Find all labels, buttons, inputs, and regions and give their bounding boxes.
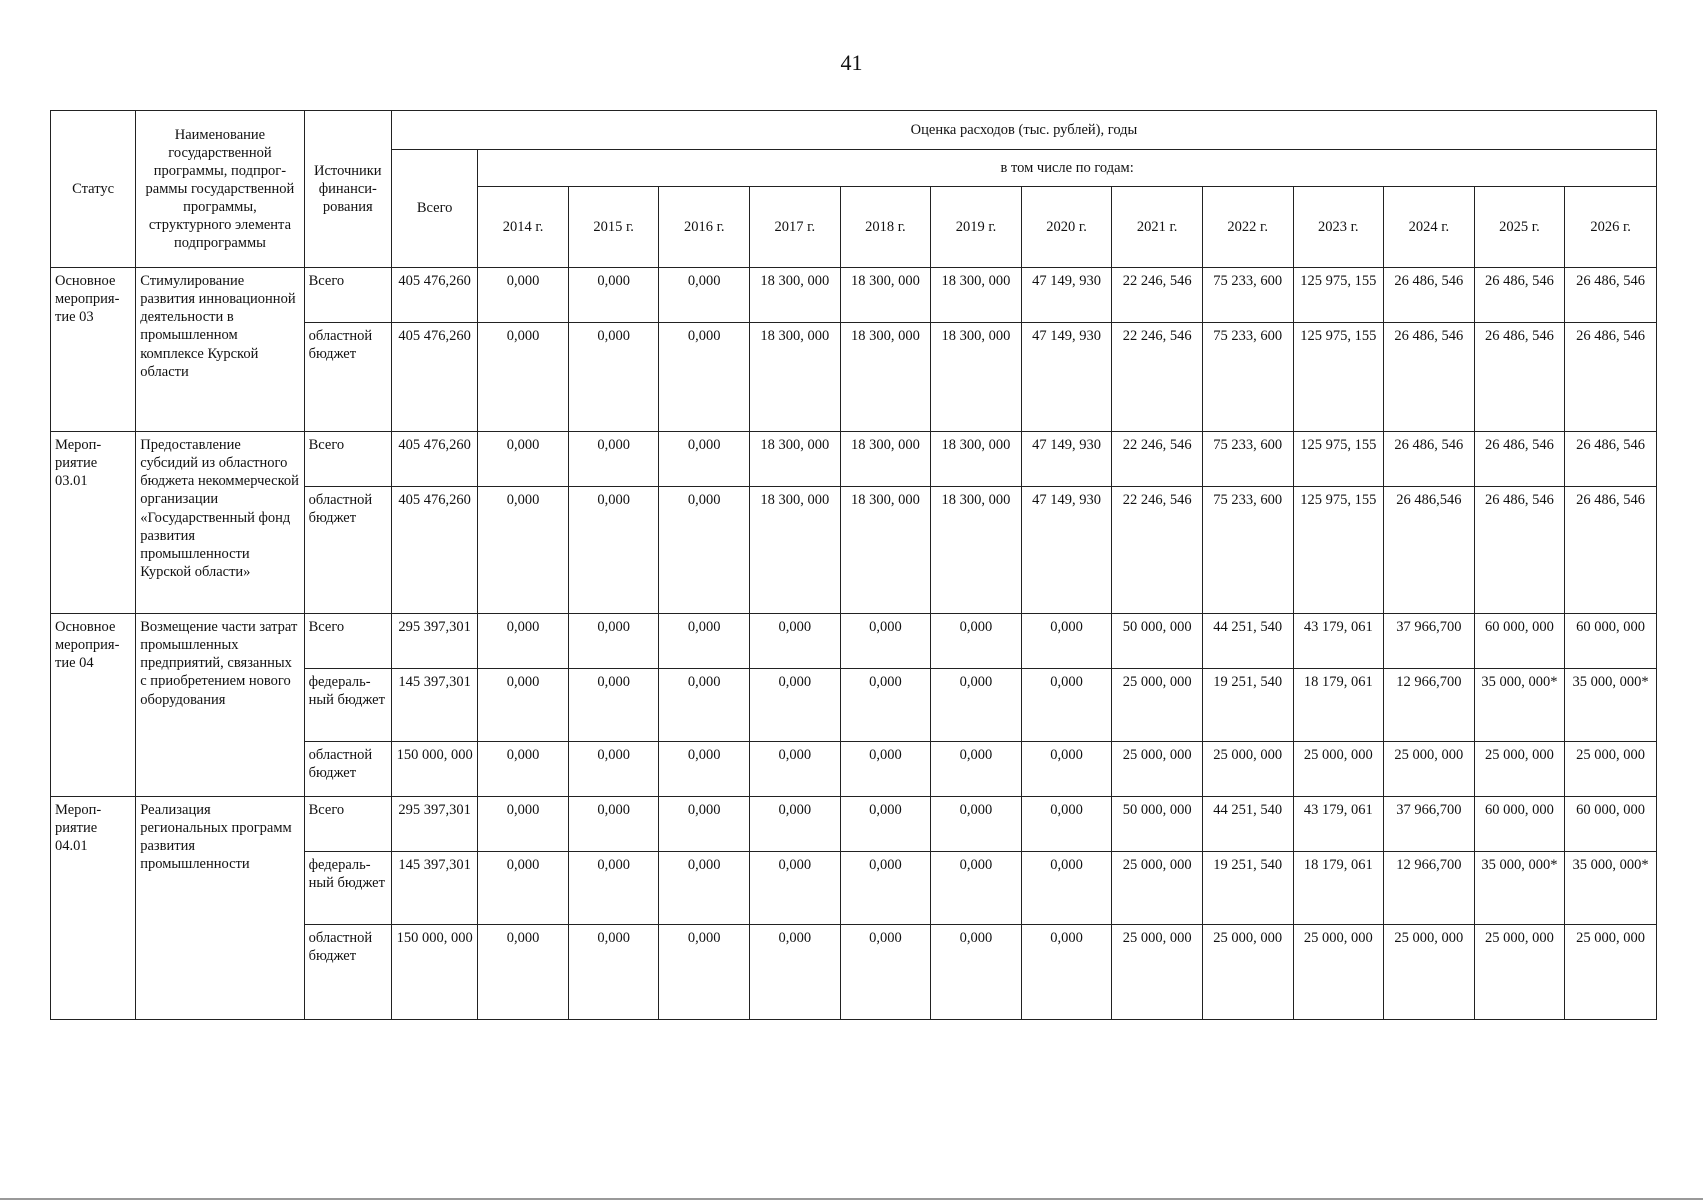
row-year-value: 0,000: [1021, 669, 1112, 742]
row-year-value: 0,000: [478, 925, 569, 1020]
row-source: областной бюджет: [304, 487, 391, 614]
row-program-name: Стимулирование развития инновационной деятельности в промышленном комплексе Курской области: [136, 268, 304, 432]
row-total: 405 476,260: [391, 432, 477, 487]
row-year-value: 0,000: [568, 614, 659, 669]
row-year-value: 0,000: [1021, 852, 1112, 925]
header-year: 2025 г.: [1474, 187, 1565, 268]
row-year-value: 0,000: [931, 614, 1022, 669]
row-year-value: 0,000: [568, 669, 659, 742]
row-year-value: 25 000, 000: [1202, 925, 1293, 1020]
row-year-value: 0,000: [750, 925, 841, 1020]
row-year-value: 0,000: [478, 852, 569, 925]
row-year-value: 18 179, 061: [1293, 669, 1384, 742]
budget-table: [50, 110, 1657, 1020]
row-year-value: 47 149, 930: [1021, 268, 1112, 323]
row-year-value: 18 300, 000: [750, 432, 841, 487]
row-source: Всего: [304, 268, 391, 323]
row-year-value: 0,000: [840, 852, 931, 925]
row-year-value: 18 179, 061: [1293, 852, 1384, 925]
header-year: 2021 г.: [1112, 187, 1203, 268]
row-year-value: 26 486, 546: [1565, 268, 1657, 323]
row-year-value: 26 486, 546: [1384, 323, 1475, 432]
row-source: областной бюджет: [304, 925, 391, 1020]
row-year-value: 22 246, 546: [1112, 268, 1203, 323]
row-year-value: 0,000: [568, 268, 659, 323]
row-year-value: 26 486, 546: [1384, 268, 1475, 323]
row-year-value: 18 300, 000: [931, 323, 1022, 432]
table-body: [51, 268, 1657, 1020]
header-year: 2024 г.: [1384, 187, 1475, 268]
row-year-value: 50 000, 000: [1112, 797, 1203, 852]
row-year-value: 0,000: [931, 797, 1022, 852]
row-source: Всего: [304, 614, 391, 669]
header-year: 2023 г.: [1293, 187, 1384, 268]
row-year-value: 0,000: [568, 852, 659, 925]
table-row: [51, 432, 1657, 487]
row-year-value: 26 486, 546: [1474, 432, 1565, 487]
row-year-value: 26 486, 546: [1384, 432, 1475, 487]
header-name: Наименование государственной программы, подпрограммы государственной программы, структурного элемента подпрограммы: [136, 111, 304, 268]
row-total: 150 000, 000: [391, 925, 477, 1020]
header-by-years: в том числе по годам:: [478, 150, 1657, 187]
row-year-value: 43 179, 061: [1293, 614, 1384, 669]
row-year-value: 0,000: [931, 669, 1022, 742]
row-year-value: 0,000: [750, 614, 841, 669]
row-year-value: 0,000: [478, 669, 569, 742]
row-year-value: 125 975, 155: [1293, 432, 1384, 487]
row-year-value: 18 300, 000: [931, 268, 1022, 323]
header-row-1: [51, 111, 1657, 150]
row-year-value: 35 000, 000*: [1474, 852, 1565, 925]
row-year-value: 18 300, 000: [840, 268, 931, 323]
row-year-value: 125 975, 155: [1293, 323, 1384, 432]
row-year-value: 0,000: [659, 323, 750, 432]
header-year: 2014 г.: [478, 187, 569, 268]
row-year-value: 0,000: [931, 742, 1022, 797]
row-total: 150 000, 000: [391, 742, 477, 797]
row-year-value: 26 486, 546: [1565, 487, 1657, 614]
page-number: 41: [840, 50, 863, 75]
row-year-value: 0,000: [478, 268, 569, 323]
row-year-value: 0,000: [840, 797, 931, 852]
row-year-value: 18 300, 000: [931, 432, 1022, 487]
row-year-value: 60 000, 000: [1565, 797, 1657, 852]
row-source: федеральный бюджет: [304, 669, 391, 742]
row-year-value: 25 000, 000: [1112, 669, 1203, 742]
row-year-value: 75 233, 600: [1202, 268, 1293, 323]
row-status: Основное мероприятие 03: [51, 268, 136, 432]
row-year-value: 0,000: [659, 742, 750, 797]
row-total: 405 476,260: [391, 487, 477, 614]
row-year-value: 0,000: [568, 323, 659, 432]
row-source: областной бюджет: [304, 742, 391, 797]
row-year-value: 26 486, 546: [1565, 432, 1657, 487]
row-year-value: 25 000, 000: [1202, 742, 1293, 797]
row-total: 405 476,260: [391, 323, 477, 432]
row-status: Мероприятие 04.01: [51, 797, 136, 1020]
row-year-value: 0,000: [478, 742, 569, 797]
row-year-value: 0,000: [1021, 925, 1112, 1020]
row-year-value: 0,000: [659, 432, 750, 487]
row-year-value: 25 000, 000: [1112, 925, 1203, 1020]
row-year-value: 0,000: [478, 432, 569, 487]
row-source: федеральный бюджет: [304, 852, 391, 925]
row-year-value: 0,000: [840, 669, 931, 742]
header-source: Источники финансирования: [304, 111, 391, 268]
row-year-value: 60 000, 000: [1474, 797, 1565, 852]
row-year-value: 75 233, 600: [1202, 487, 1293, 614]
row-year-value: 18 300, 000: [750, 268, 841, 323]
row-year-value: 0,000: [750, 852, 841, 925]
row-year-value: 0,000: [568, 925, 659, 1020]
table-row: [51, 268, 1657, 323]
row-year-value: 0,000: [659, 852, 750, 925]
row-year-value: 25 000, 000: [1384, 742, 1475, 797]
row-year-value: 0,000: [659, 614, 750, 669]
row-year-value: 0,000: [478, 614, 569, 669]
row-year-value: 0,000: [659, 797, 750, 852]
row-total: 295 397,301: [391, 797, 477, 852]
row-year-value: 25 000, 000: [1112, 852, 1203, 925]
row-year-value: 25 000, 000: [1293, 925, 1384, 1020]
header-year: 2020 г.: [1021, 187, 1112, 268]
row-source: Всего: [304, 797, 391, 852]
table-row: [51, 614, 1657, 669]
row-year-value: 37 966,700: [1384, 614, 1475, 669]
row-status: Мероприятие 03.01: [51, 432, 136, 614]
row-year-value: 0,000: [1021, 797, 1112, 852]
row-year-value: 60 000, 000: [1565, 614, 1657, 669]
row-year-value: 12 966,700: [1384, 852, 1475, 925]
row-year-value: 22 246, 546: [1112, 487, 1203, 614]
row-year-value: 0,000: [750, 669, 841, 742]
row-year-value: 125 975, 155: [1293, 268, 1384, 323]
header-year: 2026 г.: [1565, 187, 1657, 268]
row-year-value: 0,000: [478, 323, 569, 432]
table-row: [51, 797, 1657, 852]
header-status: Статус: [51, 111, 136, 268]
row-year-value: 50 000, 000: [1112, 614, 1203, 669]
row-year-value: 25 000, 000: [1384, 925, 1475, 1020]
header-year: 2016 г.: [659, 187, 750, 268]
header-total: Всего: [391, 150, 477, 268]
row-year-value: 25 000, 000: [1565, 925, 1657, 1020]
row-year-value: 26 486, 546: [1474, 268, 1565, 323]
row-year-value: 18 300, 000: [750, 323, 841, 432]
row-program-name: Реализация региональных программ развития промышленности: [136, 797, 304, 1020]
header-year: 2018 г.: [840, 187, 931, 268]
row-year-value: 0,000: [1021, 742, 1112, 797]
row-year-value: 0,000: [478, 487, 569, 614]
row-source: Всего: [304, 432, 391, 487]
row-total: 295 397,301: [391, 614, 477, 669]
row-year-value: 26 486, 546: [1565, 323, 1657, 432]
row-year-value: 26 486, 546: [1474, 487, 1565, 614]
row-year-value: 19 251, 540: [1202, 852, 1293, 925]
row-year-value: 19 251, 540: [1202, 669, 1293, 742]
row-year-value: 0,000: [840, 742, 931, 797]
row-year-value: 75 233, 600: [1202, 432, 1293, 487]
header-year: 2022 г.: [1202, 187, 1293, 268]
header-year: 2019 г.: [931, 187, 1022, 268]
row-year-value: 0,000: [659, 487, 750, 614]
row-year-value: 0,000: [568, 432, 659, 487]
header-estimate: Оценка расходов (тыс. рублей), годы: [391, 111, 1656, 150]
row-year-value: 0,000: [840, 925, 931, 1020]
row-year-value: 12 966,700: [1384, 669, 1475, 742]
row-year-value: 0,000: [568, 797, 659, 852]
row-year-value: 18 300, 000: [750, 487, 841, 614]
row-total: 405 476,260: [391, 268, 477, 323]
row-year-value: 25 000, 000: [1474, 925, 1565, 1020]
row-year-value: 18 300, 000: [840, 487, 931, 614]
row-year-value: 35 000, 000*: [1474, 669, 1565, 742]
row-year-value: 35 000, 000*: [1565, 852, 1657, 925]
row-program-name: Возмещение части затрат промышленных предприятий, связанных с приобретением нового оборудования: [136, 614, 304, 797]
header-year: 2015 г.: [568, 187, 659, 268]
row-year-value: 22 246, 546: [1112, 323, 1203, 432]
row-year-value: 25 000, 000: [1474, 742, 1565, 797]
row-year-value: 26 486, 546: [1474, 323, 1565, 432]
row-year-value: 0,000: [568, 742, 659, 797]
row-year-value: 0,000: [840, 614, 931, 669]
row-year-value: 22 246, 546: [1112, 432, 1203, 487]
row-year-value: 125 975, 155: [1293, 487, 1384, 614]
row-year-value: 18 300, 000: [931, 487, 1022, 614]
row-total: 145 397,301: [391, 669, 477, 742]
row-year-value: 25 000, 000: [1293, 742, 1384, 797]
row-year-value: 18 300, 000: [840, 323, 931, 432]
row-status: Основное мероприятие 04: [51, 614, 136, 797]
row-year-value: 0,000: [659, 268, 750, 323]
row-source: областной бюджет: [304, 323, 391, 432]
row-year-value: 47 149, 930: [1021, 432, 1112, 487]
row-year-value: 47 149, 930: [1021, 323, 1112, 432]
row-year-value: 44 251, 540: [1202, 614, 1293, 669]
row-year-value: 0,000: [1021, 614, 1112, 669]
row-year-value: 43 179, 061: [1293, 797, 1384, 852]
row-year-value: 0,000: [931, 852, 1022, 925]
row-year-value: 37 966,700: [1384, 797, 1475, 852]
row-year-value: 0,000: [478, 797, 569, 852]
row-year-value: 44 251, 540: [1202, 797, 1293, 852]
row-year-value: 75 233, 600: [1202, 323, 1293, 432]
row-year-value: 0,000: [931, 925, 1022, 1020]
header-year: 2017 г.: [750, 187, 841, 268]
row-year-value: 18 300, 000: [840, 432, 931, 487]
row-year-value: 0,000: [750, 797, 841, 852]
row-year-value: 25 000, 000: [1565, 742, 1657, 797]
row-year-value: 0,000: [659, 925, 750, 1020]
row-program-name: Предоставление субсидий из областного бюджета некоммерческой организации «Государственный фонд развития промышленности Курской области»: [136, 432, 304, 614]
row-year-value: 0,000: [659, 669, 750, 742]
row-total: 145 397,301: [391, 852, 477, 925]
row-year-value: 35 000, 000*: [1565, 669, 1657, 742]
row-year-value: 0,000: [568, 487, 659, 614]
row-year-value: 0,000: [750, 742, 841, 797]
row-year-value: 26 486,546: [1384, 487, 1475, 614]
row-year-value: 47 149, 930: [1021, 487, 1112, 614]
row-year-value: 25 000, 000: [1112, 742, 1203, 797]
row-year-value: 60 000, 000: [1474, 614, 1565, 669]
